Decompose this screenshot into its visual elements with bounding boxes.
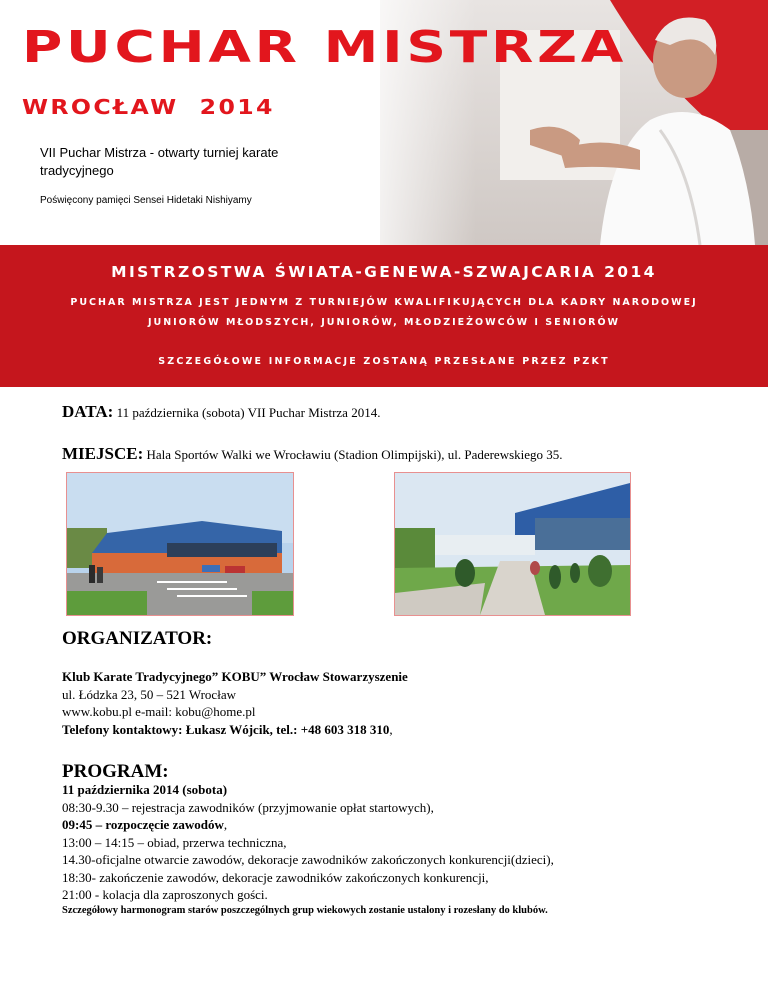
venue-row <box>62 444 563 464</box>
city-label: WROCŁAW <box>22 95 179 119</box>
organizer-phones: Telefony kontaktowy: Łukasz Wójcik, tel.: +48 603 318 310 <box>62 721 390 737</box>
date-row <box>62 402 380 422</box>
program-item: 14.30-oficjalne otwarcie zawodów, dekoracje zawodników zakończonych konkurencji(dzieci), <box>62 852 554 867</box>
program-item: 21:00 - kolacja dla zaproszonych gości. <box>62 887 268 902</box>
page-title: PUCHAR MISTRZA <box>22 22 628 73</box>
organizer-block <box>62 668 408 738</box>
program-item: 08:30-9.30 – rejestracja zawodników (przyjmowanie opłat startowych), <box>62 799 434 815</box>
venue-photo-left <box>66 472 294 616</box>
date-label: DATA: <box>62 402 114 421</box>
banner-line-4: SZCZEGÓŁOWE INFORMACJE ZOSTANĄ PRZESŁANE PRZEZ PZKT <box>158 356 610 367</box>
info-banner <box>0 245 768 387</box>
program-item: 09:45 – rozpoczęcie zawodów <box>62 817 224 832</box>
city-year <box>22 97 275 117</box>
dedication: Poświęcony pamięci Sensei Hidetaki Nishiyamy <box>40 195 252 206</box>
organizer-club: Klub Karate Tradycyjnego” KOBU” Wrocław Stowarzyszenie <box>62 669 408 684</box>
header <box>0 0 768 245</box>
schedule-note: Szczegółowy harmonogram starów poszczególnych grup wiekowych zostanie ustalony i rozesłany do klubów. <box>62 905 548 916</box>
organizer-heading: ORGANIZATOR: <box>62 628 213 649</box>
banner-line-3: JUNIORÓW MŁODSZYCH, JUNIORÓW, MŁODZIEŻOWCÓW I SENIORÓW <box>147 317 621 328</box>
program-item: 18:30- zakończenie zawodów, dekoracje zawodników zakończonych konkurencji, <box>62 869 489 885</box>
subtitle: VII Puchar Mistrza - otwarty turniej karate tradycyjnego <box>40 145 279 178</box>
venue-label: MIEJSCE: <box>62 444 144 463</box>
banner-headline: MISTRZOSTWA ŚWIATA-GENEWA-SZWAJCARIA 2014 <box>111 263 657 281</box>
banner-line-2: PUCHAR MISTRZA JEST JEDNYM Z TURNIEJÓW KWALIFIKUJĄCYCH DLA KADRY NARODOWEJ <box>70 297 698 308</box>
organizer-phones-end: , <box>389 721 393 737</box>
organizer-address: ul. Łódzka 23, 50 – 521 Wrocław <box>62 686 236 702</box>
organizer-contact: www.kobu.pl e-mail: kobu@home.pl <box>62 704 256 719</box>
program-list <box>62 781 554 904</box>
date-value: 11 października (sobota) VII Puchar Mistrza 2014. <box>116 405 381 420</box>
program-day: 11 października 2014 (sobota) <box>62 782 228 797</box>
venue-value: Hala Sportów Walki we Wrocławiu (Stadion Olimpijski), ul. Paderewskiego 35. <box>146 447 563 462</box>
venue-photo-right <box>394 472 631 616</box>
program-heading: PROGRAM: <box>62 761 169 782</box>
program-item: 13:00 – 14:15 – obiad, przerwa techniczna, <box>62 834 287 850</box>
year-label: 2014 <box>199 95 275 119</box>
program-item-end: , <box>223 817 228 832</box>
